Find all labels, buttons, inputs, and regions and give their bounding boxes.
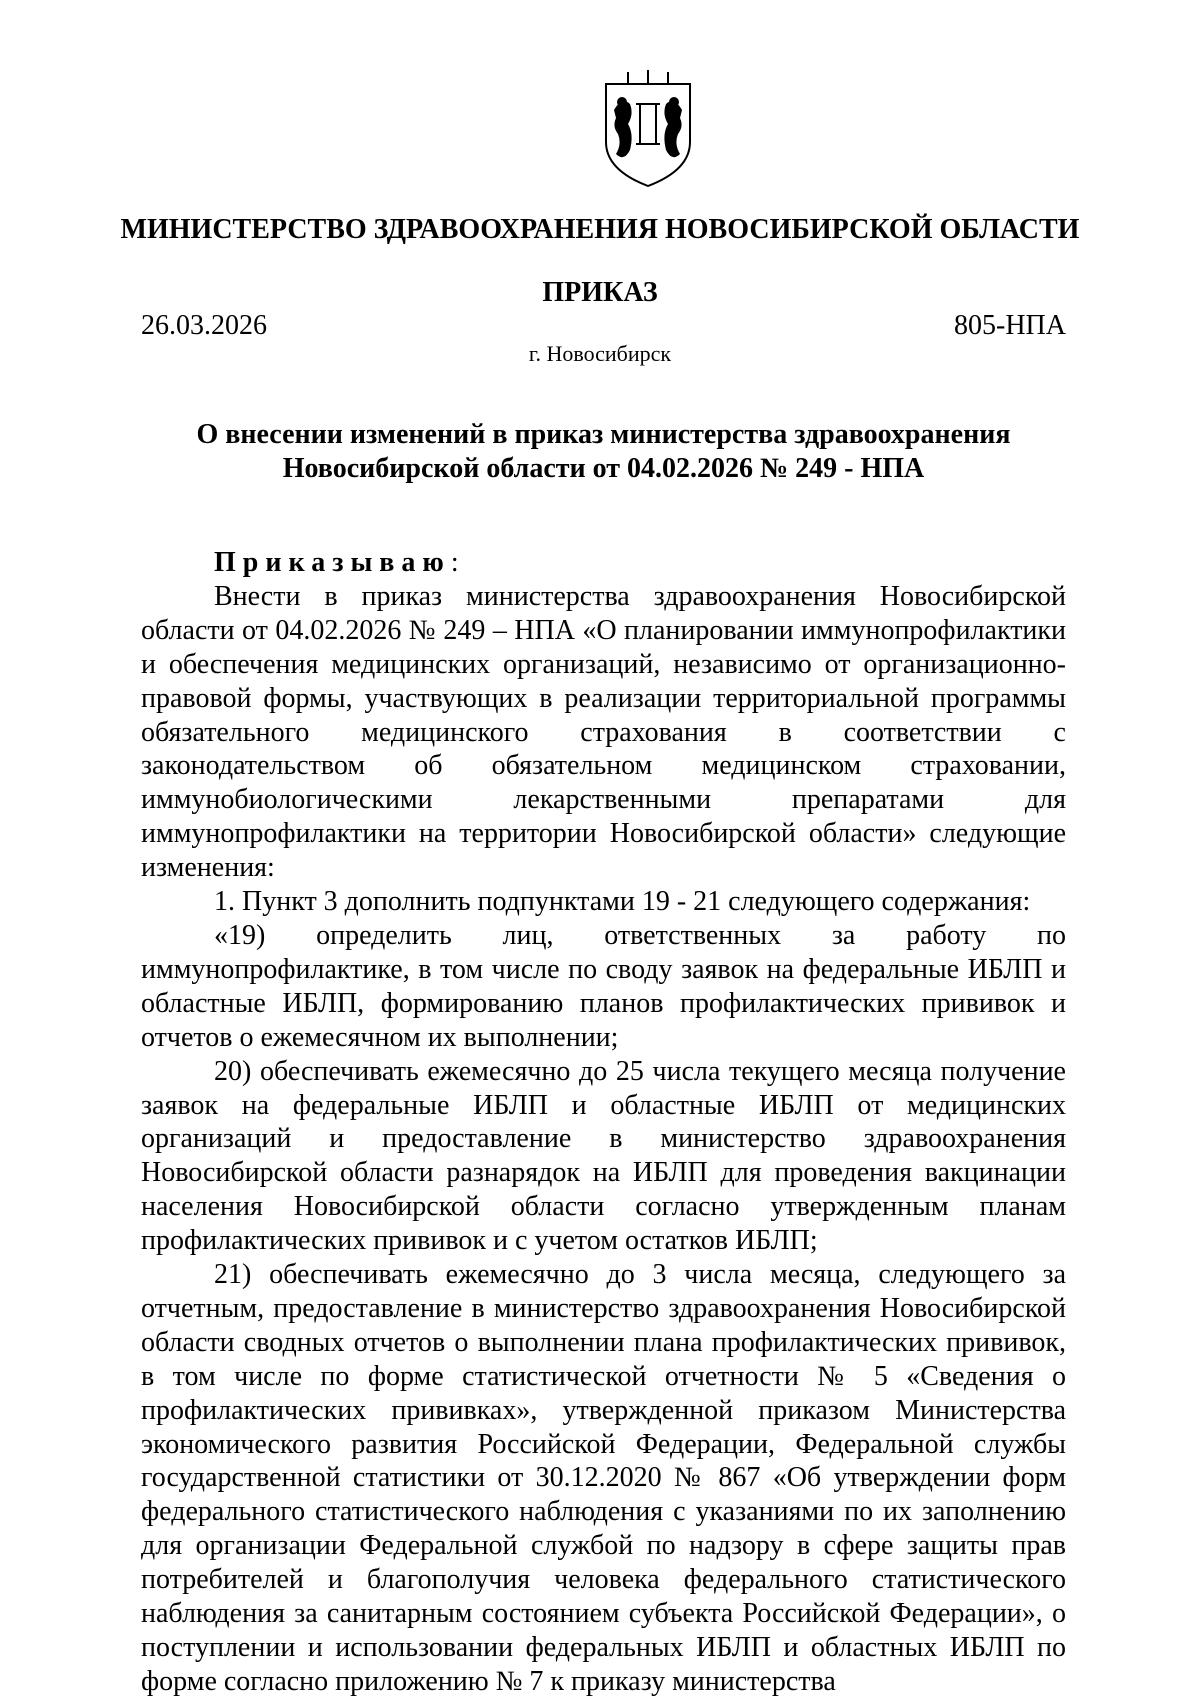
ministry-name: МИНИСТЕРСТВО ЗДРАВООХРАНЕНИЯ НОВОСИБИРСКОЙ ОБЛАСТИ bbox=[120, 214, 1080, 245]
body-paragraph: 20) обеспечивать ежемесячно до 25 числа текущего месяца получение заявок на федеральные ИБЛП и областные ИБЛП от медицинских организаций и предоставление в министерство здравоохранения Новосибирской области разнарядок на ИБЛП для проведения вакцинации населения Новосибирской области согласно утвержденным планам профилактических прививок и с учетом остатков ИБЛП; bbox=[141, 1055, 1066, 1257]
document-subject bbox=[141, 418, 1066, 486]
directive-colon: : bbox=[450, 547, 459, 578]
document-city: г. Новосибирск bbox=[528, 341, 672, 366]
directive-line bbox=[141, 546, 1066, 580]
directive-word: Приказываю bbox=[214, 547, 451, 578]
subject-line-2: Новосибирской области от 04.02.2026 № 249 - НПА bbox=[282, 453, 925, 484]
body-paragraph: 21) обеспечивать ежемесячно до 3 числа месяца, следующего за отчетным, предоставление в министерство здравоохранения Новосибирской области сводных отчетов о выполнении плана профилактических прививок, в том числе по форме статистической отчетности № 5 «Сведения о профилактических прививках», утвержденной приказом Министерства экономического развития Российской Федерации, Федеральной службы государственной статистики от 30.12.2020 № 867 «Об утверждении форм федерального статистического наблюдения с указаниями по их заполнению для организации Федеральной службой по надзору в сфере защиты прав потребителей и благополучия человека федерального статистического наблюдения за санитарным состоянием субъекта Российской Федерации», о поступлении и использовании федеральных ИБЛП и областных ИБЛП по форме согласно приложению № 7 к приказу министерства bbox=[141, 1259, 1066, 1697]
document-date: 26.03.2026 bbox=[141, 310, 267, 341]
body-paragraph: «19) определить лиц, ответственных за работу по иммунопрофилактике, в том числе по своду заявок на федеральные ИБЛП и областные ИБЛП, формированию планов профилактических прививок и отчетов о ежемесячном их выполнении; bbox=[141, 919, 1066, 1053]
subject-line-1: О внесении изменений в приказ министерства здравоохранения bbox=[196, 419, 1011, 450]
document-body bbox=[141, 546, 1066, 1699]
body-paragraph: Внести в приказ министерства здравоохранения Новосибирской области от 04.02.2026 № 249 – НПА «О планировании иммунопрофилактики и обеспечения медицинских организаций, независимо от организационно-правовой формы, участвующих в реализации территориальной программы обязательного медицинского страхования в соответствии с законодательством об обязательном медицинском страховании, иммунобиологическими лекарственными препаратами для иммунопрофилактики на территории Новосибирской области» следующие изменения: bbox=[141, 580, 1066, 884]
document-type: ПРИКАЗ bbox=[542, 277, 658, 308]
coat-of-arms-icon bbox=[598, 70, 698, 190]
body-paragraph: 1. Пункт 3 дополнить подпунктами 19 - 21 следующего содержания: bbox=[214, 886, 1031, 918]
document-number: 805-НПА bbox=[954, 310, 1066, 341]
